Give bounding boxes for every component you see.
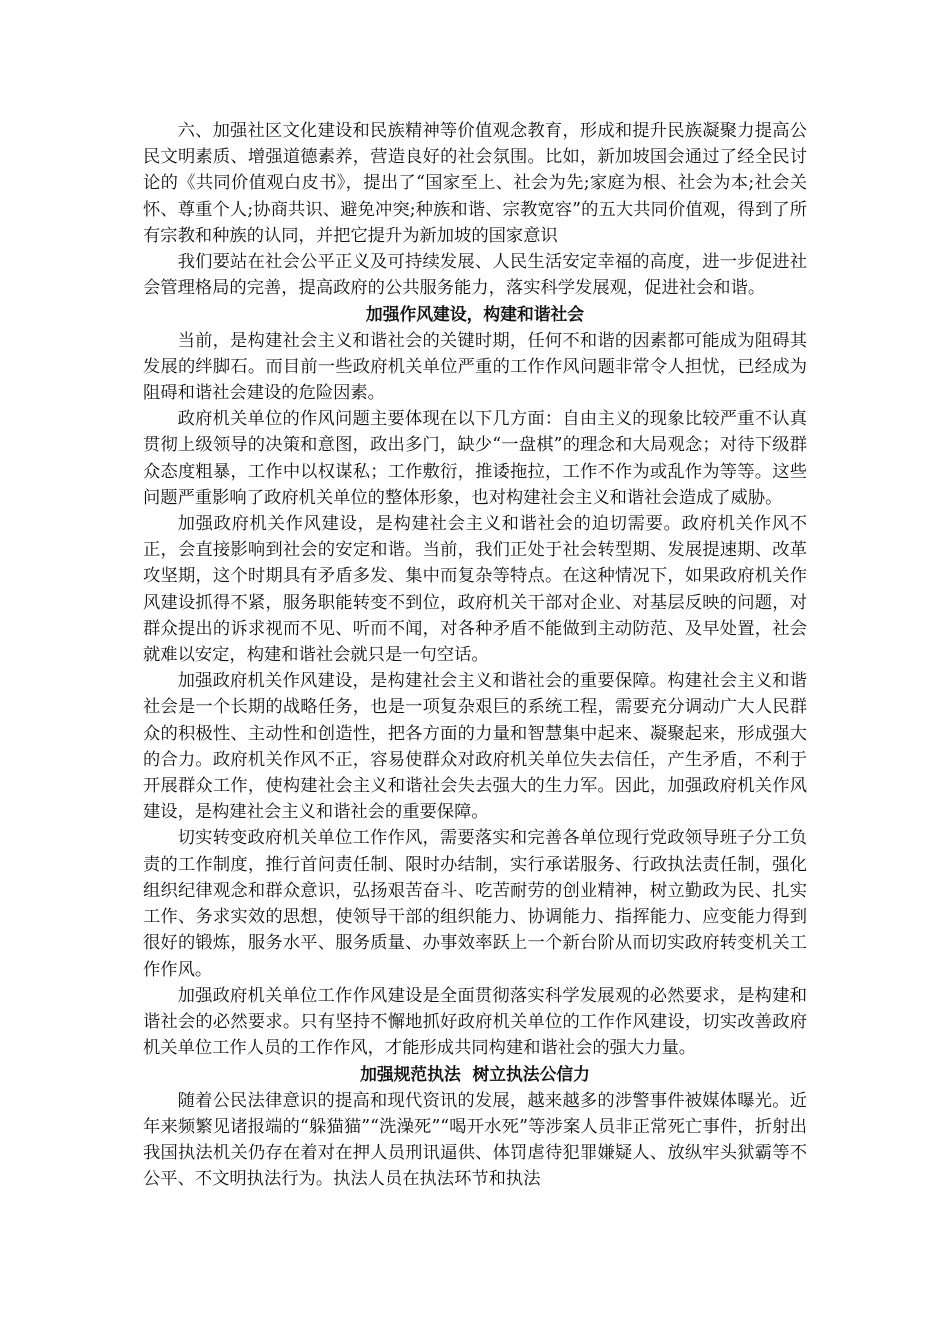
document-page bbox=[143, 118, 807, 1192]
paragraph-media-exposure: 随着公民法律意识的提高和现代资讯的发展，越来越多的涉警事件被媒体曝光。近年来频繁见诸报端的“躲猫猫”“洗澡死”“喝开水死”等涉案人员非正常死亡事件，折射出我国执法机关仍存在着对在押人员刑讯逼供、体罚虐待犯罪嫌疑人、放纵牢头狱霸等不公平、不文明执法行为。执法人员在执法环节和执法 bbox=[143, 1090, 807, 1190]
paragraph-transform-style: 切实转变政府机关单位工作作风，需要落实和完善各单位现行党政领导班子分工负责的工作制度，推行首问责任制、限时办结制，实行承诺服务、行政执法责任制，强化组织纪律观念和群众意识，弘扬艰苦奋斗、吃苦耐劳的创业精神，树立勤政为民、扎实工作、务求实效的思想，使领导干部的组织能力、协调能力、指挥能力、应变能力得到很好的锻炼，服务水平、服务质量、办事效率跃上一个新台阶从而切实政府转变机关工作作风。 bbox=[143, 828, 807, 980]
paragraph-critical-period: 当前，是构建社会主义和谐社会的关键时期，任何不和谐的因素都可能成为阻碍其发展的绊脚石。而目前一些政府机关单位严重的工作作风问题非常令人担忧，已经成为阻碍和谐社会建设的危险因素。 bbox=[143, 330, 807, 404]
section-heading-law-enforcement: 加强规范执法 树立执法公信力 bbox=[360, 1064, 590, 1085]
paragraph-urgent-need: 加强政府机关作风建设，是构建社会主义和谐社会的迫切需要。政府机关作风不正，会直接影响到社会的安定和谐。当前，我们正处于社会转型期、发展提速期、改革攻坚期，这个时期具有矛盾多发、集中而复杂等特点。在这种情况下，如果政府机关作风建设抓得不紧，服务职能转变不到位，政府机关干部对企业、对基层反映的问题，对群众提出的诉求视而不见、听而不闻，对各种矛盾不能做到主动防范、及早处置，社会就难以安定，构建和谐社会就只是一句空话。 bbox=[143, 514, 807, 666]
paragraph-important-guarantee: 加强政府机关作风建设，是构建社会主义和谐社会的重要保障。构建社会主义和谐社会是一个长期的战略任务，也是一项复杂艰巨的系统工程，需要充分调动广大人民群众的积极性、主动性和创造性，把各方面的力量和智慧集中起来、凝聚起来，形成强大的合力。政府机关作风不正，容易使群众对政府机关单位失去信任，产生矛盾，不利于开展群众工作，使构建社会主义和谐社会失去强大的生力军。因此，加强政府机关作风建设，是构建社会主义和谐社会的重要保障。 bbox=[143, 671, 807, 823]
paragraph-inevitable-requirement: 加强政府机关单位工作作风建设是全面贯彻落实科学发展观的必然要求，是构建和谐社会的必然要求。只有坚持不懈地抓好政府机关单位的工作作风建设，切实改善政府机关单位工作人员的工作作风，才能形成共同构建和谐社会的强大力量。 bbox=[143, 985, 807, 1059]
section-heading-work-style: 加强作风建设，构建和谐社会 bbox=[365, 304, 585, 325]
paragraph-style-problems: 政府机关单位的作风问题主要体现在以下几方面：自由主义的现象比较严重不认真贯彻上级领导的决策和意图，政出多门，缺少“一盘棋”的理念和大局观念；对待下级群众态度粗暴，工作中以权谋私；工作敷衍，推诿拖拉，工作不作为或乱作为等等。这些问题严重影响了政府机关单位的整体形象，也对构建社会主义和谐社会造成了威胁。 bbox=[143, 409, 807, 508]
paragraph-social-harmony: 我们要站在社会公平正义及可持续发展、人民生活安定幸福的高度，进一步促进社会管理格局的完善，提高政府的公共服务能力，落实科学发展观，促进社会和谐。 bbox=[143, 252, 807, 299]
paragraph-culture-values: 六、加强社区文化建设和民族精神等价值观念教育，形成和提升民族凝聚力提高公民文明素质、增强道德素养，营造良好的社会氛围。比如，新加坡国会通过了经全民讨论的《共同价值观白皮书》，提出了“国家至上、社会为先;家庭为根、社会为本;社会关怀、尊重个人;协商共识、避免冲突;种族和谐、宗教宽容”的五大共同价值观，得到了所有宗教和种族的认同，并把它提升为新加坡的国家意识 bbox=[143, 121, 807, 246]
